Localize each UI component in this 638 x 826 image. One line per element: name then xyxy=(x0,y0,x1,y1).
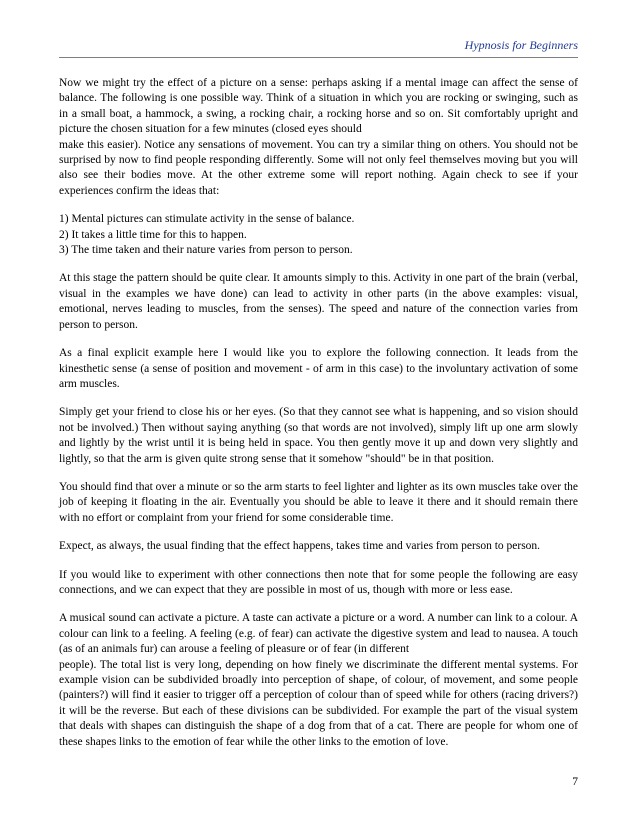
paragraph-other-connections: If you would like to experiment with other connections then note that for some people the following are easy connections, and we can expect that they are possible in most of us, though with more or less ease. xyxy=(59,568,578,596)
paragraph-arm-result: You should find that over a minute or so the arm starts to feel lighter and lighter as its own muscles take over the job of keeping it floating in the air. Eventually you should be able to leave it there and it should remain there with no effort or complaint from your friend for some considerable time. xyxy=(59,480,578,524)
paragraph-expectation: Expect, as always, the usual finding that the effect happens, takes time and varies from person to person. xyxy=(59,540,541,553)
paragraph-final-example: As a final explicit example here I would like you to explore the following connection. It leads from the kinesthetic sense (a sense of position and movement - of arm in this case) to the involuntary activation of some arm muscles. xyxy=(59,347,578,390)
conclusions-list: 1) Mental pictures can stimulate activity in the sense of balance. 2) It takes a little time for this to happen. 3) The time taken and their nature varies from person to person. xyxy=(59,213,355,257)
paragraph-pattern: At this stage the pattern should be quite clear. It amounts simply to this. Activity in one part of the brain (verbal, visual in the examples we have done) can lead to activity in other parts (in the above examples: visual, emotional, nerves leading to muscles, from the senses). The speed and nature of the connection varies from person to person. xyxy=(59,272,578,331)
page-number: 7 xyxy=(572,776,578,788)
running-header: Hypnosis for Beginners xyxy=(464,38,578,52)
header-divider xyxy=(59,57,578,58)
paragraph-arm-instructions: Simply get your friend to close his or her eyes. (So that they cannot see what is happening, and so vision should not be involved.) Then without saying anything (so that words are not involved), simply lift up one arm slowly and lightly by the wrist until it is being held in space. You then gently move it up and down very slightly and lightly, so that the arm is given quite strong sense that it somehow "should" be in that position. xyxy=(59,406,578,465)
page-body xyxy=(59,76,578,763)
paragraph-connection-examples: A musical sound can activate a picture. A taste can activate a picture or a word. A number can link to a colour. A colour can link to a feeling. A feeling (e.g. of fear) can activate the digestive system and lead to nausea. A touch (as of an animals fur) can arouse a feeling of pleasure or of fear (in different people). The total list is very long, depending on how finely we discriminate the different mental systems. For example vision can be subdivided broadly into perception of shape, of colour, of movement, and some people (painters?) will find it easier to trigger off a perception of colour than of speed while for others (racing drivers?) it will be the reverse. But each of these divisions can be subdivided. For example the part of the visual system that deals with shapes can distinguish the shape of a dog from that of a cat. There are people for whom one of these shapes links to the emotion of fear while the other links to the emotion of love. xyxy=(59,612,578,748)
paragraph-balance-experiment: Now we might try the effect of a picture on a sense: perhaps asking if a mental image can affect the sense of balance. The following is one possible way. Think of a situation in which you are rocking or swinging, such as in a small boat, a hammock, a swing, a rocking chair, a rocking horse and so on. Sit comfortably upright and picture the chosen situation for a few minutes (closed eyes should make this easier). Notice any sensations of movement. You can try a similar thing on others. You should not be surprised by now to find people responding differently. Some will not only feel themselves moving but you will also see their bodies move. At the other extreme some will report nothing. Again check to see if your experiences confirm the ideas that: xyxy=(59,77,578,197)
